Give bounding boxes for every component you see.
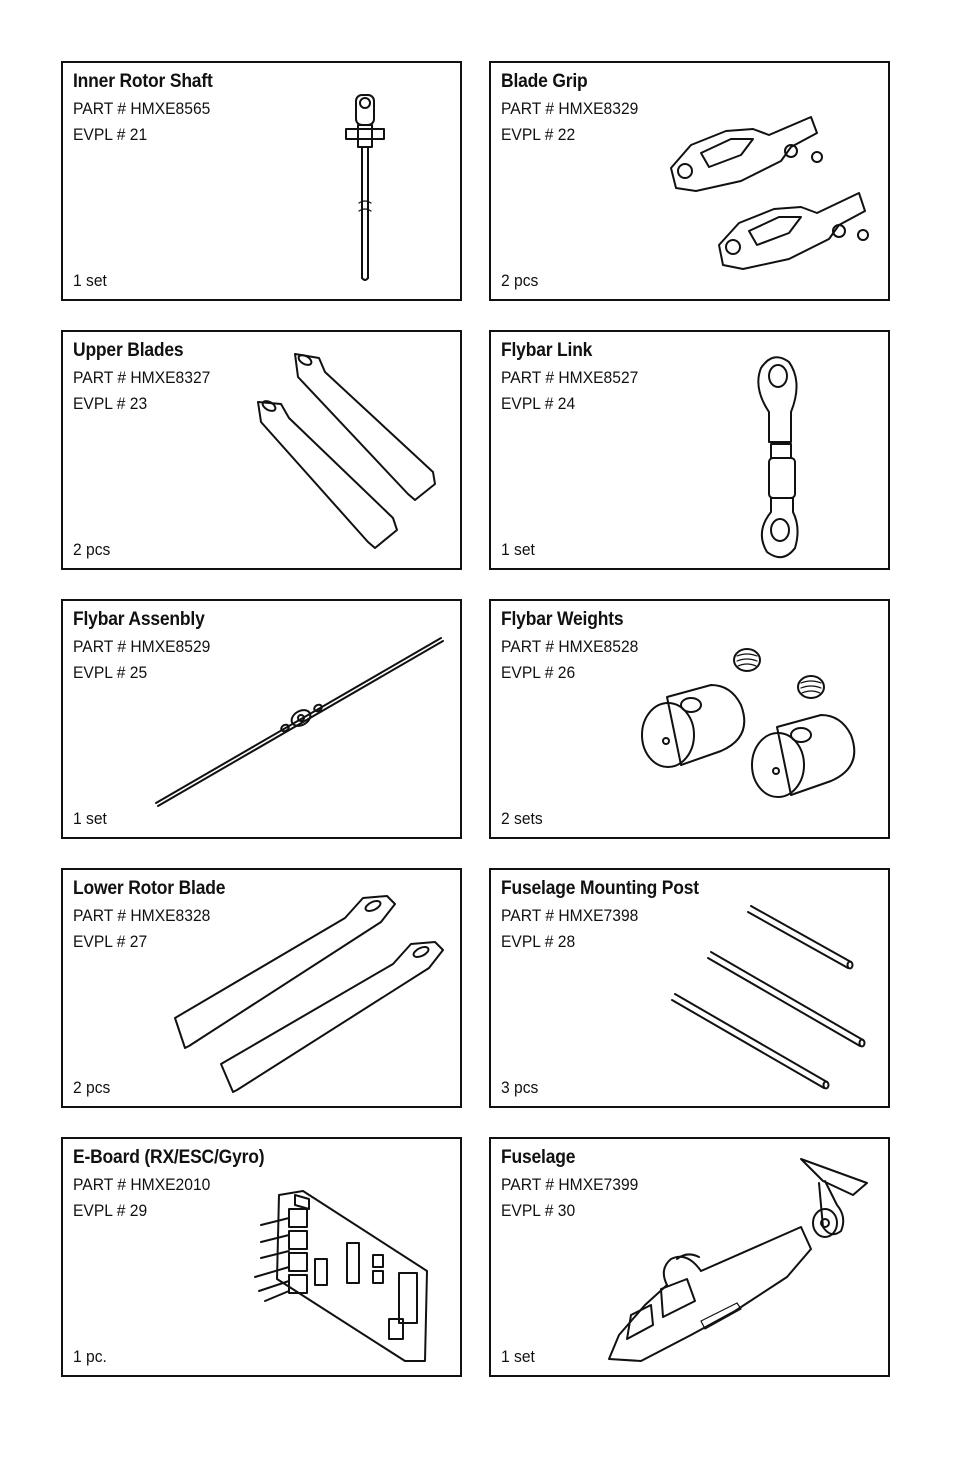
evpl-number: EVPL # 23: [73, 394, 148, 413]
part-number: PART # HMXE7398: [501, 906, 639, 925]
part-number: PART # HMXE7399: [501, 1175, 639, 1194]
part-quantity: 1 set: [501, 1347, 535, 1366]
part-card-fuselage-mounting-post: [489, 868, 890, 1108]
part-card-flybar-link: [489, 330, 890, 570]
part-quantity: 1 set: [73, 271, 107, 290]
part-card-inner-rotor-shaft: [61, 61, 462, 301]
part-title: Fuselage: [501, 1147, 576, 1168]
part-quantity: 2 pcs: [73, 1078, 111, 1097]
part-title: Flybar Assenbly: [73, 609, 205, 630]
part-quantity: 1 set: [73, 809, 107, 828]
part-card-upper-blades: [61, 330, 462, 570]
part-quantity: 2 sets: [501, 809, 543, 828]
part-card-blade-grip: [489, 61, 890, 301]
part-quantity: 1 pc.: [73, 1347, 107, 1366]
evpl-number: EVPL # 30: [501, 1201, 576, 1220]
part-quantity: 3 pcs: [501, 1078, 539, 1097]
part-title: Flybar Link: [501, 340, 593, 361]
part-card-e-board: [61, 1137, 462, 1377]
part-title: Upper Blades: [73, 340, 184, 361]
evpl-number: EVPL # 26: [501, 663, 576, 682]
part-card-flybar-weights: [489, 599, 890, 839]
part-title: Inner Rotor Shaft: [73, 71, 213, 92]
part-quantity: 2 pcs: [73, 540, 111, 559]
evpl-number: EVPL # 28: [501, 932, 576, 951]
part-number: PART # HMXE8327: [73, 368, 211, 387]
evpl-number: EVPL # 25: [73, 663, 148, 682]
part-title: Fuselage Mounting Post: [501, 878, 699, 899]
evpl-number: EVPL # 22: [501, 125, 576, 144]
part-number: PART # HMXE8528: [501, 637, 639, 656]
part-quantity: 1 set: [501, 540, 535, 559]
part-number: PART # HMXE8329: [501, 99, 639, 118]
part-number: PART # HMXE8328: [73, 906, 211, 925]
part-number: PART # HMXE8527: [501, 368, 639, 387]
evpl-number: EVPL # 27: [73, 932, 148, 951]
evpl-number: EVPL # 24: [501, 394, 576, 413]
part-number: PART # HMXE8565: [73, 99, 211, 118]
part-number: PART # HMXE2010: [73, 1175, 211, 1194]
part-title: E-Board (RX/ESC/Gyro): [73, 1147, 265, 1168]
part-card-flybar-assembly: [61, 599, 462, 839]
evpl-number: EVPL # 29: [73, 1201, 148, 1220]
part-card-fuselage: [489, 1137, 890, 1377]
part-title: Blade Grip: [501, 71, 588, 92]
part-card-lower-rotor-blade: [61, 868, 462, 1108]
part-number: PART # HMXE8529: [73, 637, 211, 656]
part-quantity: 2 pcs: [501, 271, 539, 290]
part-title: Flybar Weights: [501, 609, 624, 630]
evpl-number: EVPL # 21: [73, 125, 148, 144]
part-title: Lower Rotor Blade: [73, 878, 226, 899]
